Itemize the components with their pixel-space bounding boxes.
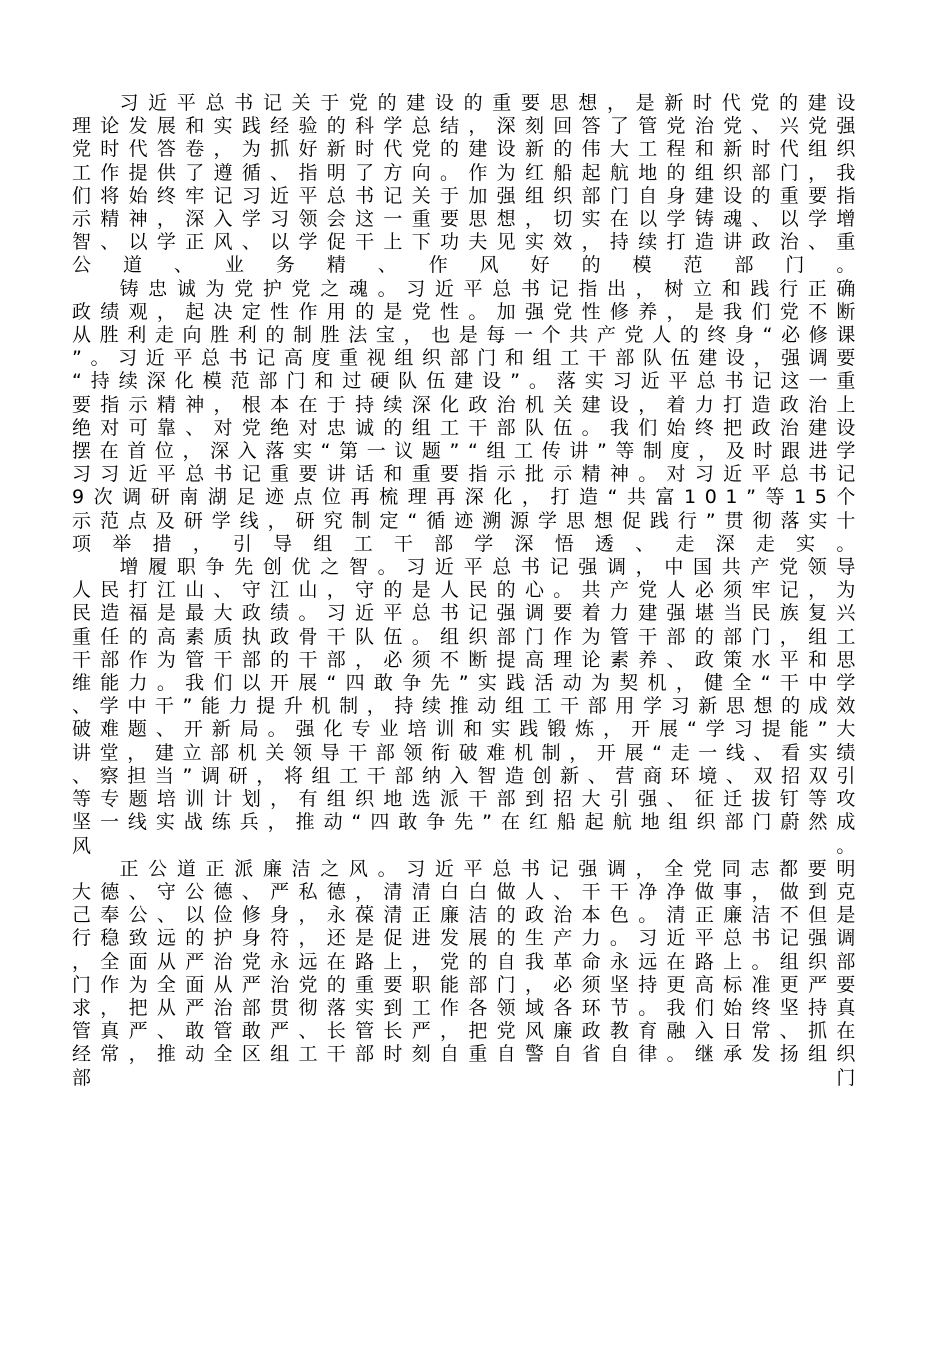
document-page [72, 92, 864, 1090]
paragraph-intro: 习近平总书记关于党的建设的重要思想，是新时代党的建设理论发展和实践经验的科学总结，深刻回答了管党治党、兴党强党时代答卷，为抓好新时代党的建设新的伟大工程和新时代组织工作提供了遵循、指明了方向。作为红船起航地的组织部门，我们将始终牢记习近平总书记关于加强组织部门自身建设的重要指示精神，深入学习领会这一重要思想，切实在以学铸魂、以学增智、以学正风、以学促干上下功夫见实效，持续打造讲政治、重公道、业务精、作风好的模范部门。 [72, 92, 864, 277]
paragraph-wisdom: 增履职争先创优之智。习近平总书记强调，中国共产党领导人民打江山、守江山，守的是人民的心。共产党人必须牢记，为民造福是最大政绩。习近平总书记强调要着力建强堪当民族复兴重任的高素质执政骨干队伍。组织部门作为管干部的部门，组工干部作为管干部的干部，必须不断提高理论素养、政策水平和思维能力。我们以开展“四敢争先”实践活动为契机，健全“干中学、学中干”能力提升机制，持续推动组工干部用学习新思想的成效破难题、开新局。强化专业培训和实践锻炼，开展“学习提能”大讲堂，建立部机关领导干部领衔破难机制，开展“走一线、看实绩、察担当”调研，将组工干部纳入智造创新、营商环境、双招双引等专题培训计划，有组织地选派干部到招大引强、征迁拔钉等攻坚一线实战练兵，推动“四敢争先”在红船起航地组织部门蔚然成风。 [72, 556, 864, 857]
paragraph-loyalty: 铸忠诚为党护党之魂。习近平总书记指出，树立和践行正确政绩观，起决定性作用的是党性。加强党性修养，是我们党不断从胜利走向胜利的制胜法宝，也是每一个共产党人的终身“必修课”。习近平总书记高度重视组织部门和组工干部队伍建设，强调要“持续深化模范部门和过硬队伍建设”。落实习近平总书记这一重要指示精神，根本在于持续深化政治机关建设，着力打造政治上绝对可靠、对党绝对忠诚的组工干部队伍。我们始终把政治建设摆在首位，深入落实“第一议题”“组工传讲”等制度，及时跟进学习习近平总书记重要讲话和重要指示批示精神。对习近平总书记9次调研南湖足迹点位再梳理再深化，打造“共富101”等15个示范点及研学线，研究制定“循迹溯源学思想促践行”贯彻落实十项举措，引导组工干部学深悟透、走深走实。 [72, 277, 864, 555]
paragraph-integrity: 正公道正派廉洁之风。习近平总书记强调，全党同志都要明大德、守公德、严私德，清清白白做人、干干净净做事，做到克己奉公、以俭修身，永葆清正廉洁的政治本色。清正廉洁不但是行稳致远的护身符，还是促进发展的生产力。习近平总书记强调，全面从严治党永远在路上，党的自我革命永远在路上。组织部门作为全面从严治党的重要职能部门，必须坚持更高标准更严要求，把从严治部贯彻落实到工作各领域各环节。我们始终坚持真管真严、敢管敢严、长管长严，把党风廉政教育融入日常、抓在经常，推动全区组工干部时刻自重自警自省自律。继承发扬组织部门 [72, 857, 864, 1089]
